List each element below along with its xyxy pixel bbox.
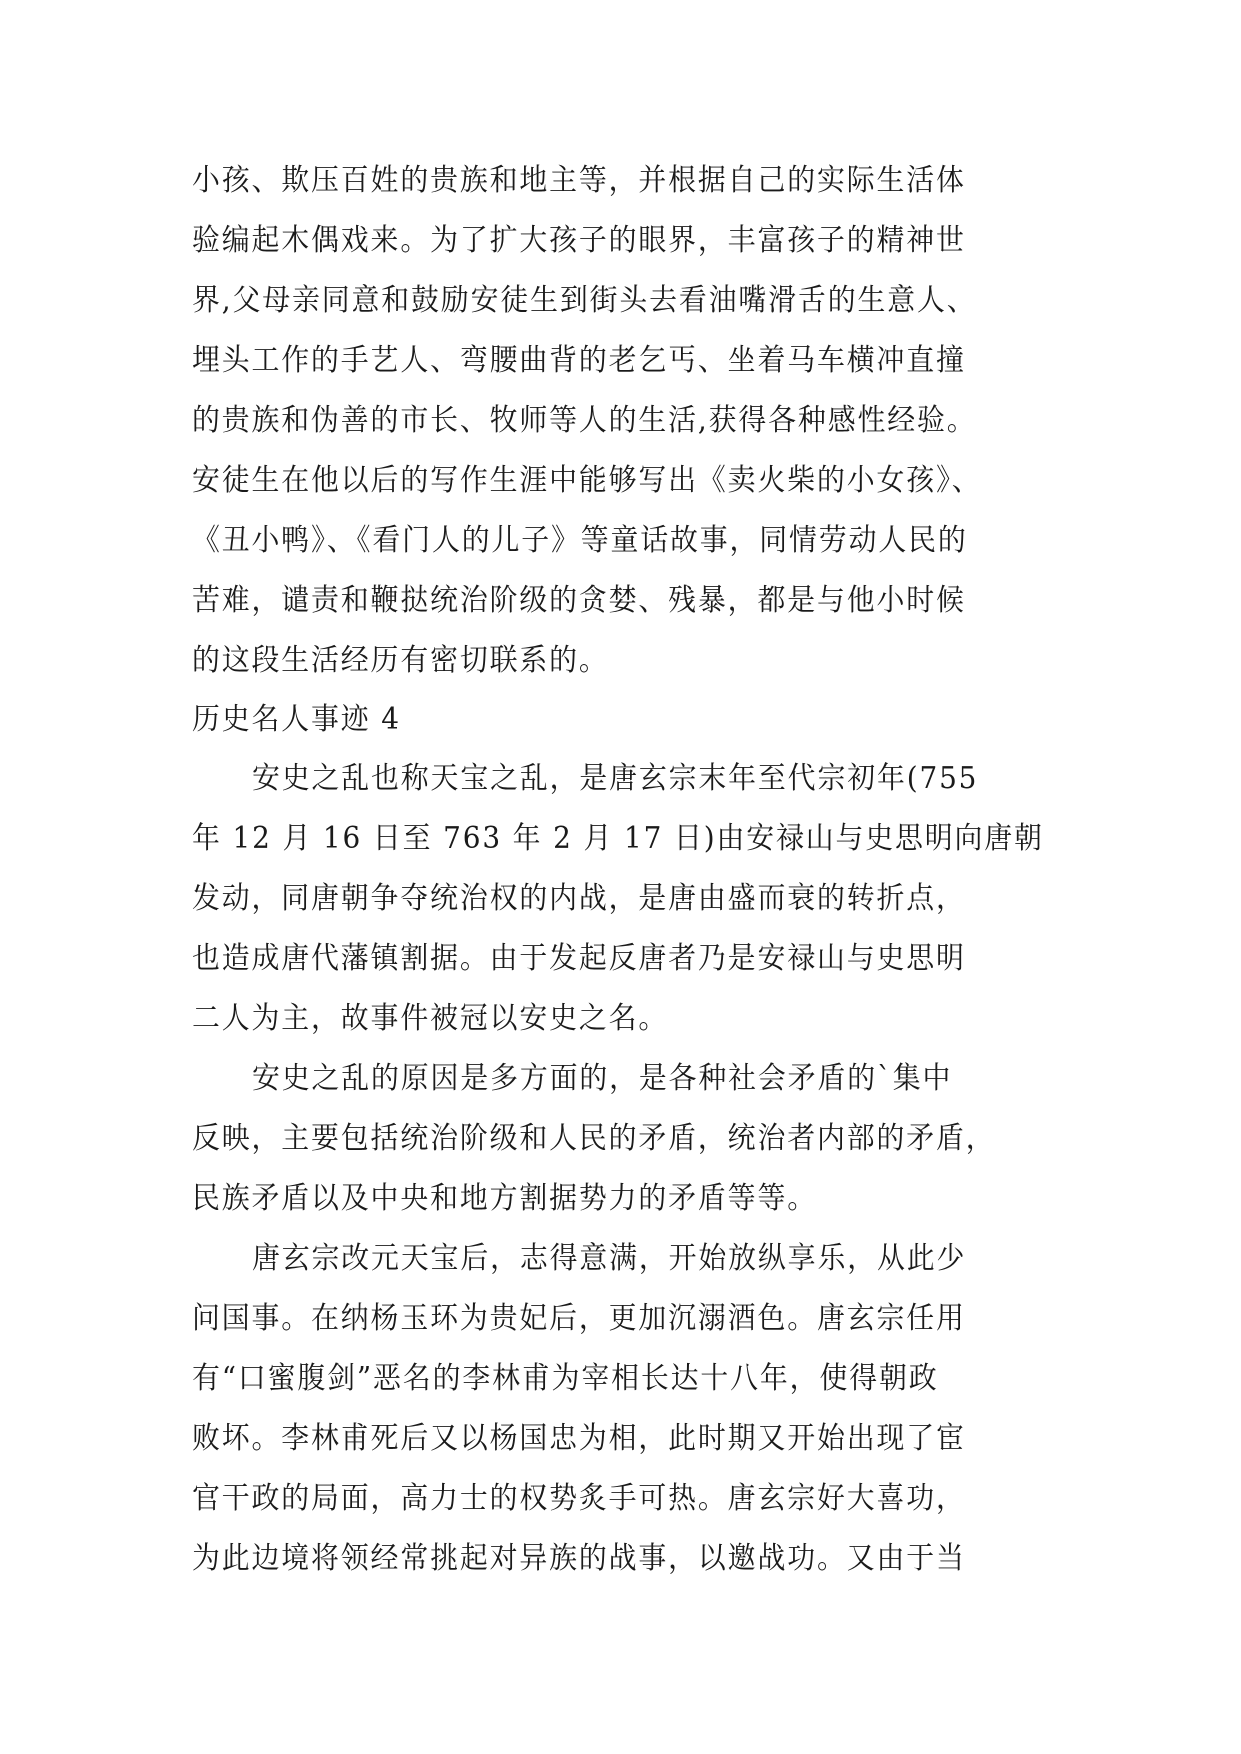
text-line: 败坏。李林甫死后又以杨国忠为相，此时期又开始出现了宦 [192,1421,966,1456]
text-line: 苦难，谴责和鞭挞统治阶级的贪婪、残暴，都是与他小时候 [192,583,966,618]
text-line: 安史之乱的原因是多方面的，是各种社会矛盾的`集中 [252,1061,953,1096]
text-line: 发动，同唐朝争夺统治权的内战，是唐由盛而衰的转折点， [192,881,966,916]
text-line: 小孩、欺压百姓的贵族和地主等，并根据自己的实际生活体 [192,163,966,198]
text-line: 的贵族和伪善的市长、牧师等人的生活,获得各种感性经验。 [192,403,977,438]
section-heading: 历史名人事迹 4 [192,702,401,737]
text-line: 的这段生活经历有密切联系的。 [192,643,609,678]
text-line: 为此边境将领经常挑起对异族的战事，以邀战功。又由于当 [192,1541,966,1576]
text-line: 唐玄宗改元天宝后，志得意满，开始放纵享乐，从此少 [252,1241,967,1276]
text-line: 二人为主，故事件被冠以安史之名。 [192,1001,669,1036]
text-line: 问国事。在纳杨玉环为贵妃后，更加沉溺酒色。唐玄宗任用 [192,1301,966,1336]
text-line: 界,父母亲同意和鼓励安徒生到街头去看油嘴滑舌的生意人、 [192,283,977,318]
text-line: 埋头工作的手艺人、弯腰曲背的老乞丐、坐着马车横冲直撞 [192,343,966,378]
text-line: 民族矛盾以及中央和地方割据势力的矛盾等等。 [192,1181,817,1216]
text-line: 官干政的局面，高力士的权势炙手可热。唐玄宗好大喜功， [192,1481,966,1516]
text-line: 安史之乱也称天宝之乱，是唐玄宗末年至代宗初年(755 [252,761,979,796]
text-line: 年 12 月 16 日至 763 年 2 月 17 日)由安禄山与史思明向唐朝 [192,821,1044,856]
text-line: 验编起木偶戏来。为了扩大孩子的眼界，丰富孩子的精神世 [192,223,966,258]
text-line: 有“口蜜腹剑”恶名的李林甫为宰相长达十八年，使得朝政 [192,1361,939,1396]
text-line: 也造成唐代藩镇割据。由于发起反唐者乃是安禄山与史思明 [192,941,966,976]
text-line: 反映，主要包括统治阶级和人民的矛盾，统治者内部的矛盾， [192,1121,996,1156]
text-line: 安徒生在他以后的写作生涯中能够写出《卖火柴的小女孩》、 [192,463,982,498]
text-line: 《丑小鸭》、《看门人的儿子》等童话故事，同情劳动人民的 [192,523,968,558]
